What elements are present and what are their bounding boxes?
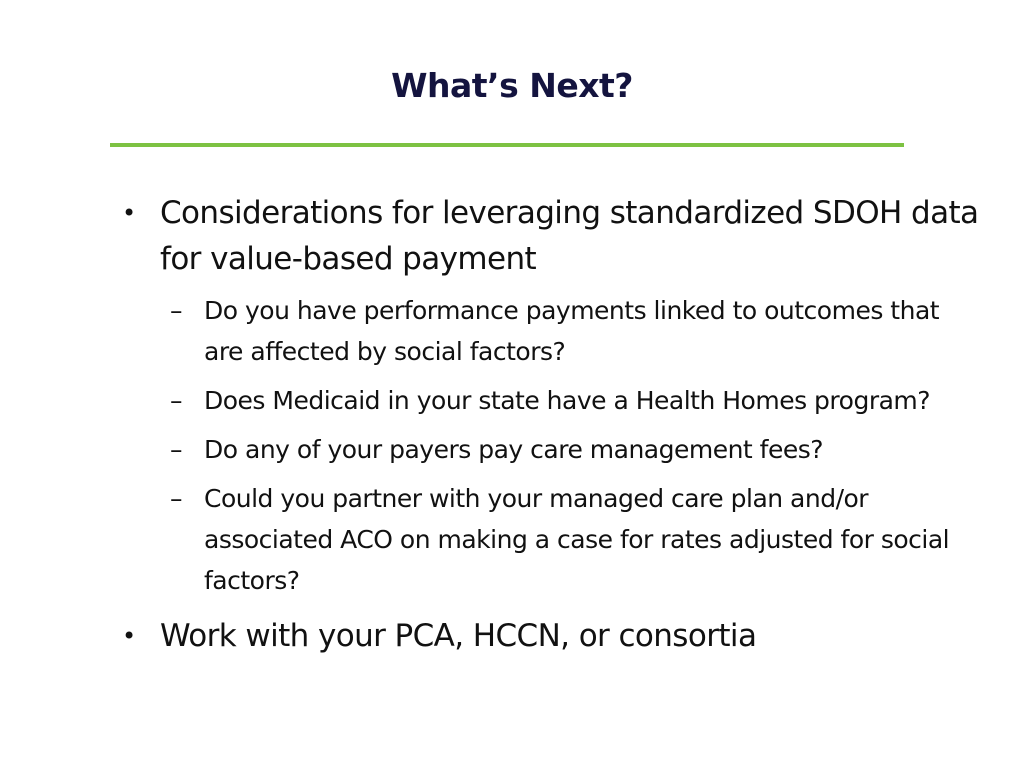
bullet-item — [116, 613, 996, 659]
sub-bullet-text: Do you have performance payments linked to outcomes that are affected by social factors? — [204, 296, 940, 366]
sub-bullet-item — [170, 290, 970, 372]
dash-marker: – — [170, 296, 182, 325]
dash-marker: – — [170, 484, 182, 513]
dash-marker: – — [170, 386, 182, 415]
sub-bullet-text: Do any of your payers pay care management fees? — [204, 435, 824, 464]
bullet-item — [116, 190, 996, 282]
bullet-marker: • — [122, 199, 136, 227]
sub-bullet-text: Could you partner with your managed care plan and/or associated ACO on making a case for rates adjusted for social factors? — [204, 484, 950, 595]
title-divider — [110, 143, 904, 147]
sub-bullet-item — [170, 478, 970, 601]
bullet-text: Work with your PCA, HCCN, or consortia — [160, 618, 757, 654]
bullet-list — [116, 190, 996, 659]
bullet-marker: • — [122, 622, 136, 650]
sub-bullet-item — [170, 429, 970, 470]
sub-bullet-text: Does Medicaid in your state have a Health Homes program? — [204, 386, 931, 415]
slide-title: What’s Next? — [391, 66, 633, 105]
bullet-text: Considerations for leveraging standardized SDOH data for value-based payment — [160, 195, 979, 277]
sub-bullet-item — [170, 380, 970, 421]
dash-marker: – — [170, 435, 182, 464]
